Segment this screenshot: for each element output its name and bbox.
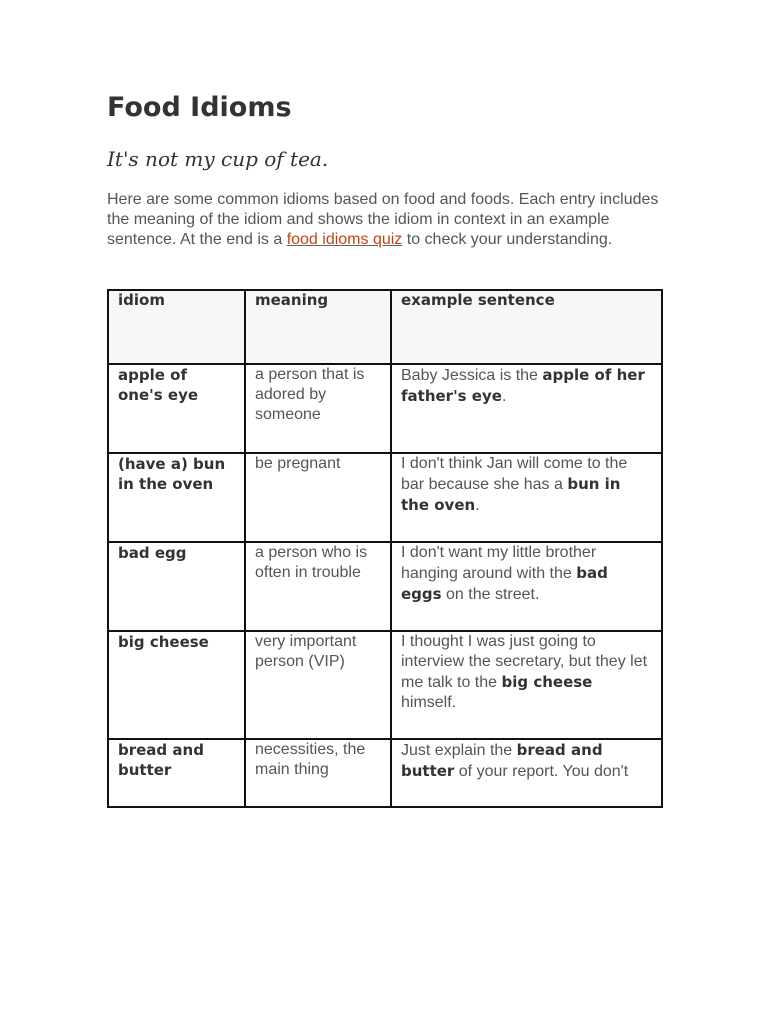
example-idiom-highlight: bad eggs xyxy=(401,564,608,603)
example-text: . xyxy=(501,388,507,405)
example-idiom-highlight: bun in the oven xyxy=(401,475,621,514)
example-idiom-highlight: apple of her father's eye xyxy=(401,366,645,405)
example-cell xyxy=(391,631,662,739)
meaning-cell: necessities, the main thing xyxy=(245,739,391,807)
example-text: I thought I was just going to interview the secretary, but they let me talk to the xyxy=(401,633,648,691)
page-title: Food Idioms xyxy=(107,92,292,123)
intro-text-before-link: Here are some common idioms based on food and foods. Each entry includes the meaning of the idiom and shows the idiom in context in an example sentence. At the end is a xyxy=(107,191,659,248)
meaning-cell: very important person (VIP) xyxy=(245,631,391,739)
meaning-cell: be pregnant xyxy=(245,453,391,542)
idioms-table xyxy=(107,289,663,808)
intro-text-after-link: to check your understanding. xyxy=(402,231,613,248)
idiom-cell: bad egg xyxy=(108,542,245,631)
page-subtitle: It's not my cup of tea. xyxy=(107,147,329,171)
example-idiom-highlight: big cheese xyxy=(501,673,593,691)
table-row xyxy=(108,542,662,631)
example-idiom-highlight: bread and butter xyxy=(401,741,603,780)
idiom-cell: apple of one's eye xyxy=(108,364,245,453)
food-idioms-quiz-link[interactable]: food idioms quiz xyxy=(286,231,403,248)
meaning-cell: a person that is adored by someone xyxy=(245,364,391,453)
example-cell xyxy=(391,453,662,542)
example-cell xyxy=(391,542,662,631)
example-text: . xyxy=(475,497,480,514)
column-header-example-sentence: example sentence xyxy=(391,290,662,364)
idiom-cell: (have a) bun in the oven xyxy=(108,453,245,542)
example-cell xyxy=(391,364,662,453)
idiom-cell: big cheese xyxy=(108,631,245,739)
idiom-cell: bread and butter xyxy=(108,739,245,807)
example-text: I don't want my little brother hanging around with the xyxy=(401,544,597,582)
table-header-row xyxy=(108,290,662,364)
table-row xyxy=(108,453,662,542)
example-cell xyxy=(391,739,662,807)
column-header-meaning: meaning xyxy=(245,290,391,364)
table-row xyxy=(108,739,662,807)
column-header-idiom: idiom xyxy=(108,290,245,364)
example-text: Baby Jessica is the xyxy=(401,367,543,384)
example-text: Just explain the xyxy=(401,742,517,759)
meaning-cell: a person who is often in trouble xyxy=(245,542,391,631)
intro-paragraph xyxy=(107,190,661,250)
example-text: I don't think Jan will come to the bar because she has a xyxy=(401,455,628,493)
example-text: on the street. xyxy=(441,586,540,603)
table-row xyxy=(108,631,662,739)
example-text: of your report. You don't xyxy=(454,763,629,780)
example-text: himself. xyxy=(401,694,457,711)
table-row xyxy=(108,364,662,453)
